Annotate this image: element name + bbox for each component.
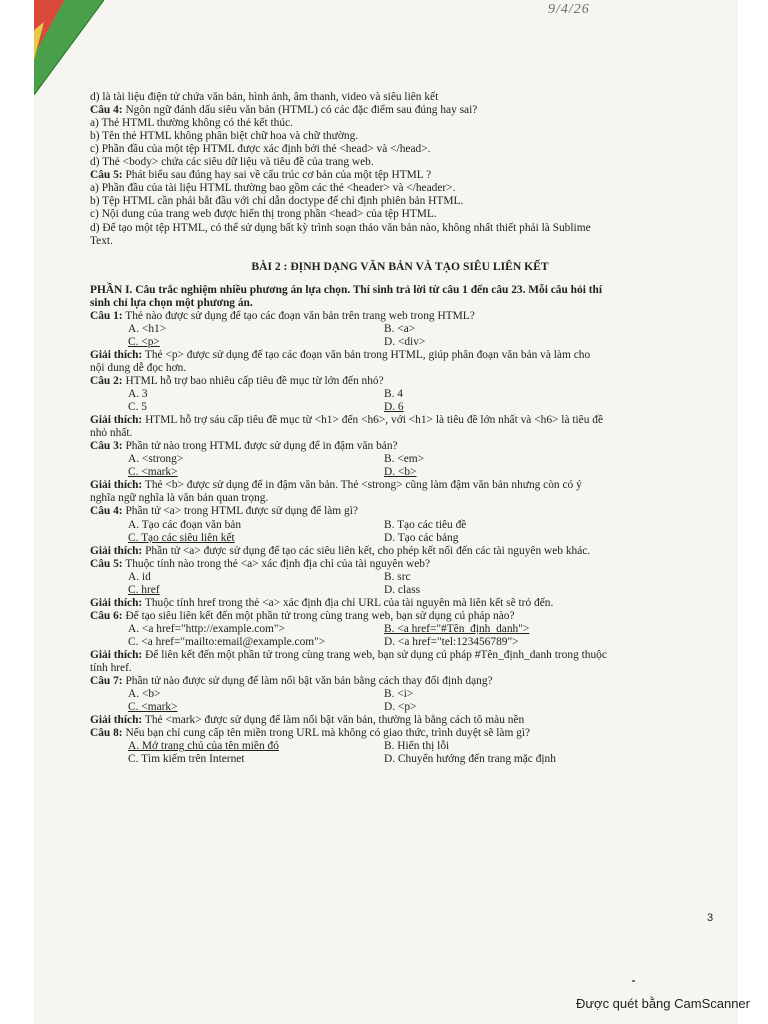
question-label: Câu 4:: [90, 505, 123, 518]
answer-option: A. id: [128, 570, 151, 583]
explanation: [90, 545, 590, 558]
answer-option: C. <a href="mailto:email@example.com">: [128, 635, 326, 648]
question-label: Câu 6:: [90, 609, 123, 622]
explanation-continuation: nhỏ nhất.: [90, 427, 133, 440]
answer-option: D. 6: [384, 401, 404, 414]
explanation-text: HTML hỗ trợ sáu cấp tiêu đề mục từ <h1> đến <h6>, với <h1> là tiêu đề lớn nhất và <h6> là tiêu đề: [142, 414, 604, 427]
question-line: [90, 610, 515, 623]
answer-option: A. <b>: [128, 688, 161, 701]
scan-speck: [632, 980, 635, 982]
answer-option: D. <p>: [384, 701, 417, 714]
intro-line: b) Tệp HTML cần phải bắt đầu với chỉ dẫn doctype để chỉ định phiên bản HTML.: [90, 195, 464, 208]
question-label: Câu 3:: [90, 440, 123, 453]
explanation-text: Thẻ <p> được sử dụng để tạo các đoạn văn bản trong HTML, giúp phân đoạn văn bản và làm cho: [142, 348, 591, 361]
explanation-label: Giải thích:: [90, 596, 143, 609]
answer-option: B. src: [384, 570, 411, 583]
answer-option: B. 4: [384, 388, 403, 400]
answer-option: D. <a href="tel:123456789">: [384, 635, 519, 648]
answer-option: B. Tạo các tiêu đề: [384, 518, 467, 531]
explanation-text: Thẻ <mark> được sử dụng để làm nổi bật văn bản, thường là bằng cách tô màu nền: [142, 714, 525, 727]
intro-line: b) Tên thẻ HTML không phân biệt chữ hoa và chữ thường.: [90, 130, 359, 143]
question-text: Phần tử nào trong HTML được sử dụng để in đậm văn bản?: [122, 440, 398, 453]
answer-option: C. Tìm kiếm trên Internet: [128, 753, 245, 766]
question-line: [90, 558, 430, 571]
answer-option: A. Mở trang chủ của tên miền đó: [128, 740, 279, 753]
answer-option: B. <em>: [384, 453, 425, 466]
lesson-title: BÀI 2 : ĐỊNH DẠNG VĂN BẢN VÀ TẠO SIÊU LIÊN KẾT: [251, 259, 549, 273]
intro-line: a) Thẻ HTML thường không có thẻ kết thúc.: [90, 117, 293, 130]
answer-option: B. <a>: [384, 322, 416, 335]
question-line: [90, 675, 493, 688]
explanation: [90, 597, 553, 610]
explanation-text: Thuộc tính href trong thẻ <a> xác định địa chỉ URL của tài nguyên mà liên kết sẽ trỏ đến.: [142, 596, 554, 609]
intro-line: d) là tài liệu điện tử chứa văn bản, hình ảnh, âm thanh, video và siêu liên kết: [90, 91, 439, 103]
intro-line: Text.: [90, 234, 113, 247]
intro-line: [90, 104, 477, 117]
explanation: [90, 479, 582, 492]
explanation: [90, 714, 524, 727]
intro-line: d) Để tạo một tệp HTML, có thể sử dụng bất kỳ trình soạn thảo văn bản nào, không nhất thiết phải là Sublime: [90, 221, 591, 234]
intro-line: d) Thẻ <body> chứa các siêu dữ liệu và tiêu đề của trang web.: [90, 156, 374, 169]
question-text: Phần tử <a> trong HTML được sử dụng để làm gì?: [122, 505, 358, 518]
explanation-continuation: nội dung dễ đọc hơn.: [90, 361, 187, 374]
answer-option: A. <strong>: [128, 453, 184, 466]
scanner-watermark: Được quét bằng CamScanner: [575, 996, 750, 1011]
answer-option: A. <h1>: [128, 322, 167, 335]
explanation-label: Giải thích:: [90, 714, 143, 727]
question-text: HTML hỗ trợ bao nhiêu cấp tiêu đề mục từ lớn đến nhỏ?: [122, 374, 384, 387]
explanation-text: Phần tử <a> được sử dụng để tạo các siêu liên kết, cho phép kết nối đến các tài nguyên web khác.: [142, 544, 591, 557]
explanation-label: Giải thích:: [90, 649, 143, 661]
question-line: [90, 727, 530, 740]
explanation-label: Giải thích:: [90, 348, 143, 361]
answer-option: D. <b>: [384, 466, 417, 479]
intro-line-label: Câu 4:: [90, 104, 123, 117]
explanation: [90, 414, 603, 427]
answer-option: D. class: [384, 583, 421, 596]
explanation-continuation: tính href.: [90, 662, 132, 675]
intro-line: a) Phần đầu của tài liệu HTML thường bao gồm các thẻ <header> và </header>.: [90, 182, 456, 195]
intro-line-label: Câu 5:: [90, 169, 123, 182]
intro-line: [90, 169, 431, 182]
intro-line: c) Phần đầu của một tệp HTML được xác định bởi thẻ <head> và </head>.: [90, 143, 431, 156]
answer-option: A. <a href="http://example.com">: [128, 622, 285, 635]
question-line: [90, 310, 475, 323]
answer-option: C. href: [128, 583, 160, 596]
question-label: Câu 1:: [90, 309, 123, 322]
question-label: Câu 7:: [90, 675, 123, 688]
explanation-continuation: nghĩa ngữ nghĩa là văn bản quan trọng.: [90, 492, 269, 505]
answer-option: D. <div>: [384, 335, 426, 348]
answer-option: A. 3: [128, 388, 148, 400]
intro-line-text: Ngôn ngữ đánh dấu siêu văn bản (HTML) có các đặc điểm sau đúng hay sai?: [122, 104, 478, 117]
answer-option: C. 5: [128, 401, 147, 414]
answer-option: D. Tạo các bảng: [384, 531, 459, 544]
question-line: [90, 375, 384, 388]
answer-option: A. Tạo các đoạn văn bản: [128, 518, 242, 531]
question-text: Nếu bạn chỉ cung cấp tên miền trong URL mà không có giao thức, trình duyệt sẽ làm gì?: [122, 727, 531, 740]
answer-option: B. <i>: [384, 688, 414, 701]
explanation: [90, 349, 590, 362]
question-text: Thuộc tính nào trong thẻ <a> xác định địa chỉ của tài nguyên web?: [122, 557, 431, 570]
question-label: Câu 2:: [90, 374, 123, 387]
question-text: Để tạo siêu liên kết đến một phần tử trong cùng trang web, bạn sử dụng cú pháp nào?: [122, 609, 515, 622]
page-corner-fold: [34, 0, 104, 95]
part-heading: sinh chỉ lựa chọn một phương án.: [90, 296, 253, 309]
answer-option: C. <p>: [128, 335, 160, 348]
question-text: Thẻ nào được sử dụng để tạo các đoạn văn bản trên trang web trong HTML?: [122, 309, 475, 322]
answer-option: C. <mark>: [128, 466, 178, 479]
question-line: [90, 440, 398, 453]
question-label: Câu 5:: [90, 557, 123, 570]
answer-option: B. <a href="#Tên_định_danh">: [384, 622, 530, 635]
answer-option: C. <mark>: [128, 701, 178, 714]
explanation-text: Để liên kết đến một phần tử trong cùng trang web, bạn sử dụng cú pháp #Tên_định_danh trong thuộc: [142, 649, 607, 661]
answer-option: B. Hiển thị lỗi: [384, 740, 450, 753]
explanation-label: Giải thích:: [90, 479, 143, 492]
page-number: 3: [707, 912, 714, 924]
question-text: Phần tử nào được sử dụng để làm nổi bật văn bản bằng cách thay đổi định dạng?: [122, 675, 493, 688]
question-label: Câu 8:: [90, 727, 123, 740]
intro-line-text: Phát biểu sau đúng hay sai về cấu trúc cơ bản của một tệp HTML ?: [122, 169, 432, 182]
explanation-label: Giải thích:: [90, 544, 143, 557]
explanation-text: Thẻ <b> được sử dụng để in đậm văn bản. Thẻ <strong> cũng làm đậm văn bản nhưng còn có ý: [142, 479, 582, 492]
answer-option: C. Tạo các siêu liên kết: [128, 531, 235, 544]
answer-option: D. Chuyển hướng đến trang mặc định: [384, 753, 556, 766]
question-line: [90, 505, 358, 518]
intro-line: c) Nội dung của trang web được hiển thị trong phần <head> của tệp HTML.: [90, 208, 437, 221]
explanation: [90, 649, 607, 662]
handwritten-date: 9/4/26: [548, 2, 590, 17]
explanation-label: Giải thích:: [90, 414, 143, 427]
part-heading: PHẦN I. Câu trắc nghiệm nhiều phương án lựa chọn. Thí sinh trả lời từ câu 1 đến câu 23. Mỗi câu hỏi thí: [90, 283, 603, 296]
